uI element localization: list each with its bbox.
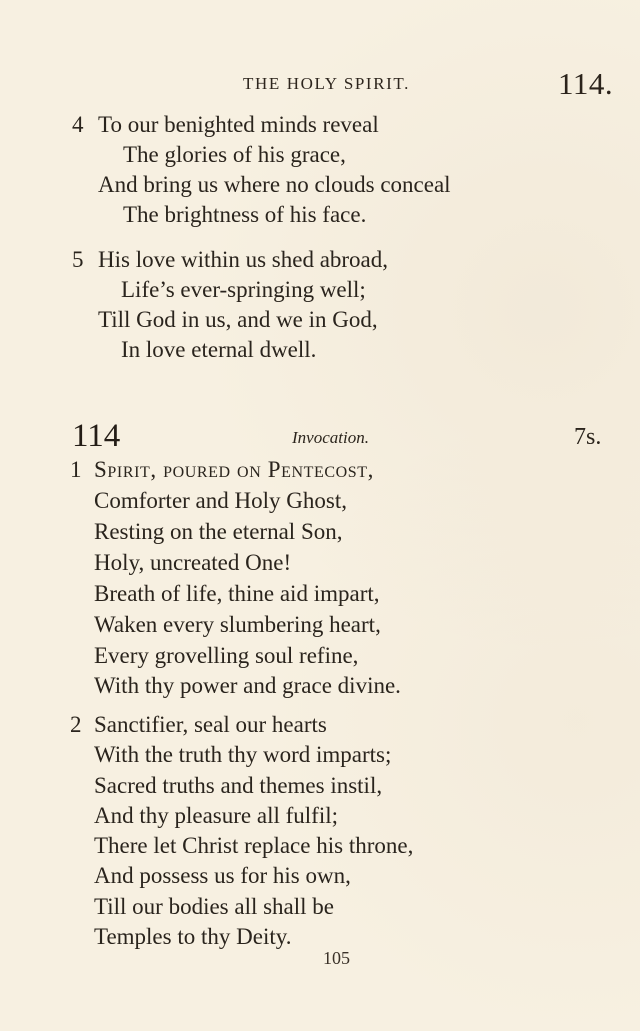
hymn-meter: 7s.: [574, 424, 602, 450]
stanza-line: Every grovelling soul refine,: [94, 643, 359, 668]
stanza-line: Breath of life, thine aid impart,: [94, 581, 380, 606]
stanza-line: Resting on the eternal Son,: [94, 519, 343, 544]
running-title: THE HOLY SPIRIT.: [243, 74, 410, 93]
stanza-line: To our benighted minds reveal: [98, 112, 379, 137]
stanza-line: Life’s ever-springing well;: [121, 277, 366, 302]
stanza-line: Till God in us, and we in God,: [98, 307, 378, 332]
stanza-number: 2: [70, 712, 82, 737]
stanza-line: The brightness of his face.: [123, 202, 367, 227]
stanza-number: 4: [72, 112, 84, 137]
hymn-heading: [0, 418, 640, 458]
stanza-line: Comforter and Holy Ghost,: [94, 488, 347, 513]
stanza-line: With thy power and grace divine.: [94, 673, 401, 698]
stanza-line: Spirit, poured on Pentecost,: [94, 457, 375, 482]
stanza-line: In love eternal dwell.: [121, 337, 317, 362]
stanza-line: Till our bodies all shall be: [94, 894, 335, 919]
page-number: 114.: [558, 66, 614, 101]
stanza-line: His love within us shed abroad,: [98, 247, 389, 272]
stanza-line: And possess us for his own,: [94, 863, 351, 888]
stanza-line: Waken every slumbering heart,: [94, 612, 381, 637]
page-header: [0, 66, 640, 106]
stanza-number: 1: [70, 457, 82, 482]
hymn-title: Invocation.: [292, 428, 369, 447]
hymn-number: 114: [72, 418, 121, 454]
stanza-line: Sanctifier, seal our hearts: [94, 712, 327, 737]
stanza-line: With the truth thy word imparts;: [94, 742, 392, 767]
folio-number: 105: [323, 948, 350, 968]
bleed-through-text: [480, 90, 640, 950]
stanza-number: 5: [72, 247, 84, 272]
stanza-line: The glories of his grace,: [123, 142, 346, 167]
stanza-line: And bring us where no clouds conceal: [98, 172, 451, 197]
stanza-line: Sacred truths and themes instil,: [94, 773, 383, 798]
stanza-line: And thy pleasure all fulfil;: [94, 803, 338, 828]
stanza-line: Temples to thy Deity.: [94, 924, 292, 949]
stanza-line: Holy, uncreated One!: [94, 550, 292, 575]
stanza-line: There let Christ replace his throne,: [94, 833, 414, 858]
